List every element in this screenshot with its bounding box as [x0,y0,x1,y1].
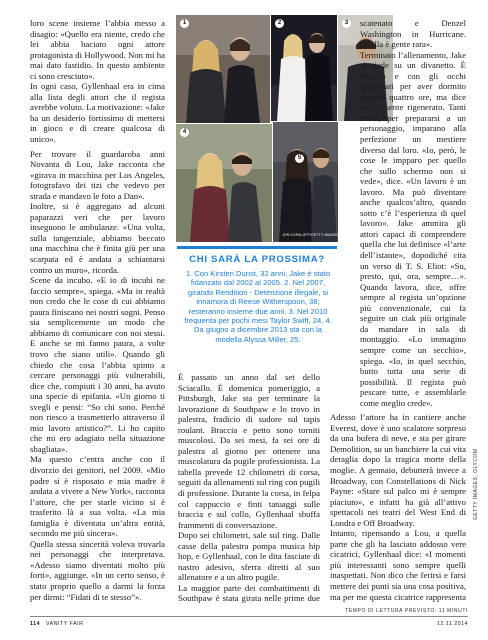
photo-alyssa-miller [273,122,338,242]
article-paragraph: Inoltre, si è aggregato ad alcuni paparazzi veri che per lavoro inseguono le ambulanze. «Una volta, sulla tangenziale, abbiamo beccato una macchina che è finita giù per una scarpata ed è andata a schiantarsi contro un muro», ricorda. [30,201,165,275]
article-column-1 [30,18,165,604]
article-paragraph: Scene da incubo. «E io di incubi ne faccio sempre», spiega. «Ma in realtà non credo che le cose di cui abbiamo paura finiscano nei nostri sogni. Penso sia semplicemente un modo che abbiamo di comunicare con noi stessi. E anche se mi fanno paura, a volte trovo che siano utili». Quando gli chiedo che cosa l’abbia spinto a cercare personaggi più vulnerabili, dice che, compiuti i 30 anni, ha avuto una specie di epifania. «Un giorno ti svegli e pensi: “So chi sono. Perché non riesco a trasmetterlo attraverso il mio lavoro artistico?”. Li ho capito che mi ero adagiato nella situazione sbagliata». [30,275,165,454]
photo-number: 1 [180,19,189,28]
article-paragraph: Ma questo c’entra anche con il divorzio dei genitori, nel 2009. «Mio padre si è risposato e mia madre è andata a vivere a New York», racconta l’attore, che per starle vicino si è trasferito là a sua volta. «La mia famiglia è diventata un’altra entità, secondo me più sincera». [30,454,165,539]
photo-credit: JON KOPALOFF/GETTY IMAGES [282,233,339,237]
caption-box [177,246,337,358]
article-paragraph: Dopo sei chilometri, sale sul ring. Dalle casse della palestra pompa musica hip hop, e Gyllenhaal, con le dita fasciate di nastro adesivo, sferra diretti al suo allenatore e a un altro pugile. [178,530,320,583]
article-paragraph: Per trovare il guardaroba anni Novanta di Lou, Jake racconta che «girava in macchina per Los Angeles, fotografavo dei tizi che vedevo per strada e mandavo le foto a Dan». [30,148,165,201]
page-number: 114 [30,621,41,627]
photo-kirsten-dunst [176,15,270,123]
article-paragraph: È passato un anno dal set dello Sciacallo. È domenica pomeriggio, a Pittsburgh, Jake sta per terminare la lavorazione di Southpaw e lo trovo in palestra, fradicio di sudore sul tapis roulant. Braccia e petto sono torniti muscolosi. Da sei mesi, fa sei ore di palestra al giorno per ottenere una muscolatura da pugile professionista. La tabella prevede 12 chilometri di corsa, seguiti da allenamenti sul ring con pugili di professione. Durante la corsa, in felpa col cappuccio e finti tatuaggi sulle braccia e sul collo, Gyllenhaal sbuffa frammenti di conversazione. [178,372,320,530]
photo-number: 2 [275,19,284,28]
article-column-3 [330,18,466,604]
article-paragraph: Terminato l’allenamento, Jake si siede su un divanetto. È esausto e con gli occhi appannati per aver dormito appena quattro ore, ma dice che si sente rigenerato. Tanti attori, per prepararsi a un personaggio, imparano alla perfezione un mestiere diverso dal loro. «Io, però, le cose le impparo per quello che sullo schermo non si vede», dice. «Un lavoro è un lavoro. Ma può diventare anche qualcos’altro, quando sotto c’è l’esperienza di quel lavoro». Jake ammira gli attori capaci di comprendere quella che lui definisce «l’arte dell’istante», dopodiché cita un verso di T. S. Eliot: «Su, presto, qui, ora, sempre…». Quando lavora, dice, offre sempre al regista un’opzione più convenzionale, cui fa seguire un ciak più originale da mandare in sala di montaggio. «Lo immagino sempre come un secchio», spiega. «Io, in quel secchio, butto tutta una serie di possibilità. Il regista può pescare tutte, e assemblarle come meglio crede». [360,49,466,408]
article-paragraph: Intanto, ripensando a Lou, a quella parte che gli ha lasciato addosso vere cicatrici, Gyllenhaal dice: «I momenti più interessanti sono sempre quelli inaspettati. Non dico che ferirsi e farsi mettere dei punti sia una cosa positiva, ma per me questa cicatrice rappresenta [330,528,466,602]
photo-number: 3 [342,19,351,28]
photo-taylor-swift [176,124,272,242]
photo-number: 5 [295,154,304,163]
caption-text: 1. Con Kirsten Dunst, 32 anni, Jake è stato fidanzato dal 2002 al 2005. 2. Nel 2007, girando Rendition - Detenzione illegale, si innamora di Reese Witherspoon, 38; resteranno insieme due anni. 3. Nel 2010 frequenta per pochi mesi Taylor Swift, 24. 4. Da giugno a dicembre 2013 sta con la modella Alyssa Miller, 25. [184,269,332,344]
article-paragraph: La maggior parte dei combattimenti di Southpaw è stata girata nelle prime due [178,582,320,604]
footer-left [30,621,83,627]
photo-reese-witherspoon [271,15,337,121]
article-paragraph: loro scene insieme l’abbia messo a disagio: «Quello era niente, credo che lei abbia baciato ogni attore protagonista di Hollywood. Non mi ha mai dato fastidio. In questo ambiente ci sono cresciuto». [30,18,165,81]
footer-divider [30,616,468,617]
article-column-2 [178,372,320,604]
article-paragraph: In ogni caso, Gyllenhaal era in cima alla lista degli attori che il regista avrebbe voluto. La motivazione: «Jake ha un desiderio fortissimo di mettersi in gioco e di creare qualcosa di unico». [30,81,165,145]
column-3-upper [360,18,466,408]
vertical-photo-credits: GETTY IMAGES, OLYCOM [473,448,479,520]
article-paragraph: scatenato e Denzel Washington in Hurricane. Quella è gente rara». [360,18,466,50]
issue-date: 12.11.2014 [436,621,468,627]
caption-title: CHI SARÀ LA PROSSIMA? [189,254,325,265]
article-paragraph: Adesso l’attore ha in cantiere anche Everest, dove è uno scalatore sorpreso da una bufera di neve, e sta per girare Demolition, su un banchiere la cui vita deraglia dopo la tragica morte della moglie. A gennaio, debutterà invece a Broadway, con Constellations di Nick Payne: «Stare sul palco mi è sempre piaciuto», e infatti ha già all’attivo spettacoli nei teatri del West End di Londra e Off Broadway. [330,412,466,528]
photo-number: 4 [180,128,189,137]
reading-time: TEMPO DI LETTURA PREVISTO: 11 MINUTI [345,608,468,614]
article-paragraph: Quella stessa sincerità voleva trovarla nei personaggi che interpretava. «Adesso siamo diventati molto più forti», aggiunge. «In un certo senso, è stato proprio quello a darmi la forza per dirmi: “Fidati di te stesso”». [30,538,165,602]
publication-name: VANITY FAIR [46,621,84,627]
